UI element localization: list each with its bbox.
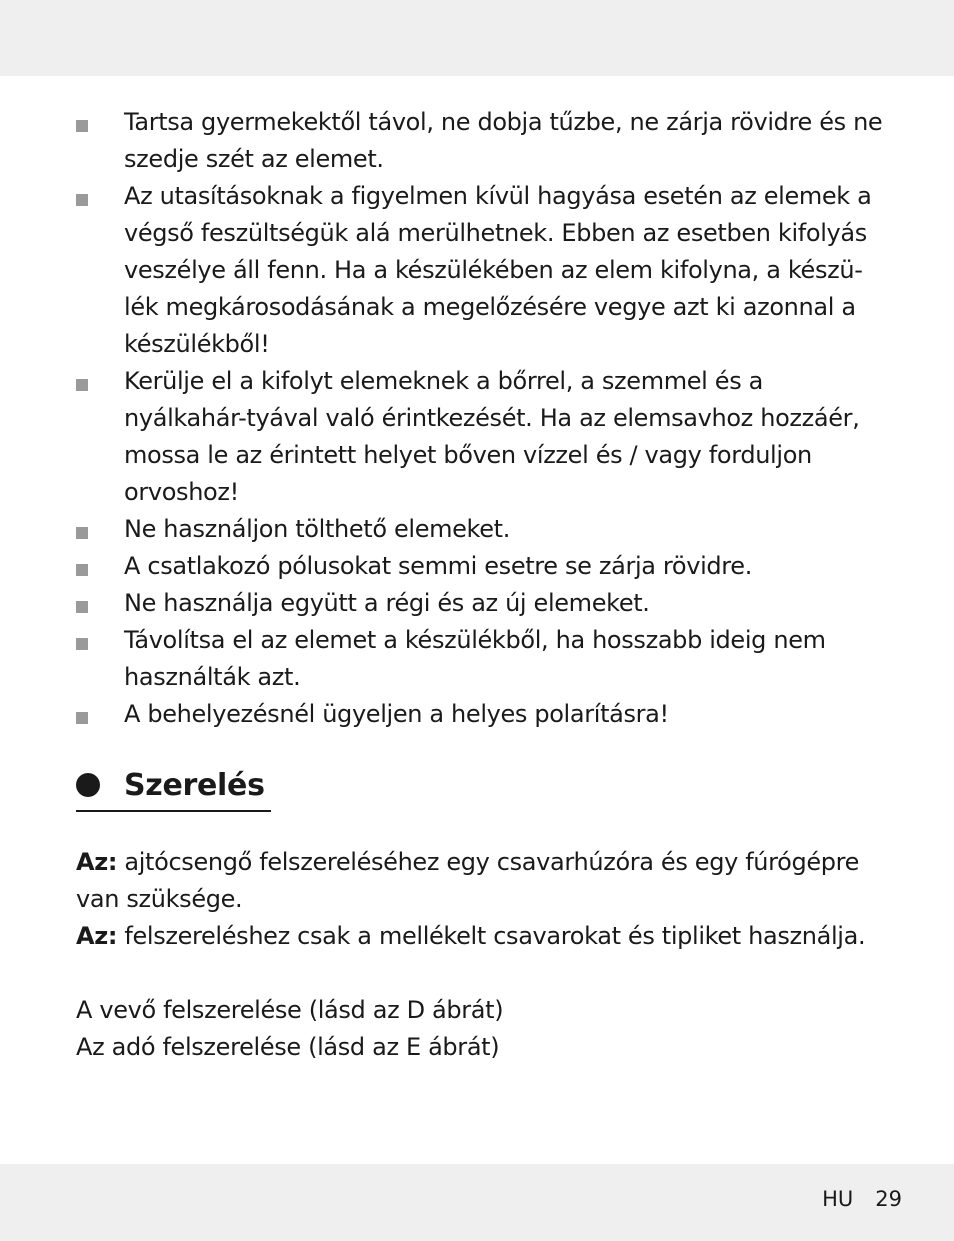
square-bullet-icon (76, 379, 88, 391)
list-item-text: Ne használja együtt a régi és az új elemeket. (124, 589, 650, 617)
list-item-text: Tartsa gyermekektől távol, ne dobja tűzbe, ne zárja rövidre és ne szedje szét az elemet. (124, 108, 883, 173)
note-label: Az: (76, 848, 118, 876)
list-item (76, 548, 886, 585)
note-text: ajtócsengő felszereléséhez egy csavarhúzóra és egy fúrógépre van szüksége. (76, 848, 860, 913)
list-item-text: A behelyezésnél ügyeljen a helyes polarításra! (124, 700, 669, 728)
page-footer (822, 1185, 902, 1213)
list-item-text: Ne használjon tölthető elemeket. (124, 515, 511, 543)
square-bullet-icon (76, 638, 88, 650)
list-item (76, 511, 886, 548)
note-paragraph (76, 844, 876, 918)
language-code: HU (822, 1187, 854, 1211)
list-item-text: A csatlakozó pólusokat semmi esetre se zárja rövidre. (124, 552, 752, 580)
mounting-notes (76, 844, 876, 955)
safety-bullet-list (76, 104, 886, 733)
list-item (76, 363, 886, 511)
mounting-references (76, 992, 876, 1066)
header-band (0, 0, 954, 76)
square-bullet-icon (76, 194, 88, 206)
list-item-text: Kerülje el a kifolyt elemeknek a bőrrel, a szemmel és a nyálkahár-tyával való érintkezését. Ha az elemsavhoz hozzáér, mossa le az érintett helyet bőven vízzel és / vagy forduljon orvoshoz! (124, 367, 860, 506)
square-bullet-icon (76, 601, 88, 613)
square-bullet-icon (76, 120, 88, 132)
square-bullet-icon (76, 527, 88, 539)
note-paragraph (76, 918, 876, 955)
receiver-mounting-line: A vevő felszerelése (lásd az D ábrát) (76, 996, 504, 1024)
section-heading (76, 766, 271, 812)
square-bullet-icon (76, 712, 88, 724)
note-label: Az: (76, 922, 118, 950)
list-item (76, 696, 886, 733)
list-item (76, 585, 886, 622)
heading-dot-icon (76, 773, 100, 797)
transmitter-mounting-line: Az adó felszerelése (lásd az E ábrát) (76, 1033, 500, 1061)
list-item (76, 104, 886, 178)
list-item (76, 622, 886, 696)
list-item-text: Az utasításoknak a figyelmen kívül hagyása esetén az elemek a végső feszültségük alá merülhetnek. Ebben az esetben kifolyás veszélye áll fenn. Ha a készülékében az elem kifolyna, a készü-lék megkárosodásának a megelőzésére vegye azt ki azonnal a készülékből! (124, 182, 872, 358)
note-text: felszereléshez csak a mellékelt csavarokat és tipliket használja. (117, 922, 866, 950)
list-item (76, 178, 886, 363)
footer-band (0, 1164, 954, 1241)
list-item-text: Távolítsa el az elemet a készülékből, ha hosszabb ideig nem használták azt. (124, 626, 826, 691)
square-bullet-icon (76, 564, 88, 576)
section-title: Szerelés (124, 768, 265, 803)
page-number: 29 (875, 1187, 902, 1211)
